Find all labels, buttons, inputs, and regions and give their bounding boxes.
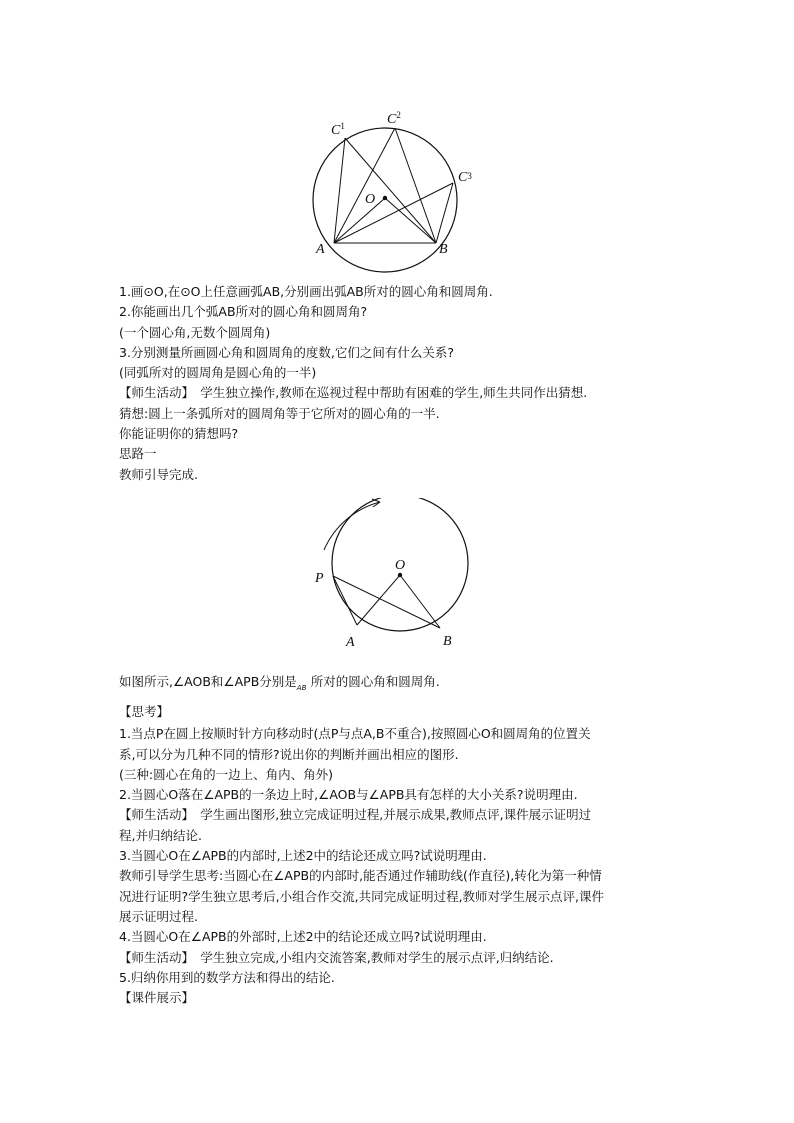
text-line: 【师生活动】 学生独立完成,小组内交流答案,教师对学生的展示点评,归纳结论.	[119, 949, 554, 965]
label-c3: C3	[458, 170, 472, 185]
text-block-intro	[119, 282, 719, 485]
section-heading-courseware: 【课件展示】	[119, 990, 195, 1006]
figure-1-svg	[305, 105, 490, 273]
figure-inscribed-angles	[305, 105, 490, 273]
text-line: 2.当圆心O落在∠APB的一条边上时,∠AOB与∠APB具有怎样的大小关系?说明理由.	[119, 787, 578, 803]
text-line: 【师生活动】 学生独立操作,教师在巡视过程中帮助有困难的学生,师生共同作出猜想.	[119, 385, 588, 401]
text-line: (三种:圆心在角的一边上、角内、角外)	[119, 766, 333, 782]
label-b: B	[439, 242, 448, 257]
text-line: 3.当圆心O在∠APB的内部时,上述2中的结论还成立吗?试说明理由.	[119, 848, 487, 864]
caption-post: 所对的圆心角和圆周角.	[310, 674, 440, 689]
text-line: 程,并归纳结论.	[119, 827, 202, 843]
label-p: P	[315, 571, 324, 586]
text-line: 5.归纳你用到的数学方法和得出的结论.	[119, 969, 335, 985]
figure-2-svg	[310, 498, 480, 650]
segment-c1b	[345, 138, 436, 243]
text-line: 系,可以分为几种不同的情形?说出你的判断并画出相应的图形.	[119, 746, 459, 762]
text-line: 1.当点P在圆上按顺时针方向移动时(点P与点A,B不重合),按照圆心O和圆周角的位置关	[119, 726, 591, 742]
label-a: A	[316, 242, 325, 257]
figure-caption	[119, 672, 719, 692]
section-heading-thinking: 【思考】	[119, 704, 170, 719]
figure-point-p	[310, 498, 480, 650]
caption-line: 如图所示,∠AOB和∠APB分别是 AB 所对的圆心角和圆周角.	[119, 674, 440, 692]
segment-c2b	[395, 128, 436, 243]
caption-pre: 如图所示,∠AOB和∠APB分别是	[119, 674, 297, 689]
label-b-2: B	[443, 634, 452, 649]
clockwise-arrow-arc	[324, 502, 380, 550]
radius-oa	[334, 198, 385, 243]
text-line: 展示证明过程.	[119, 908, 198, 924]
segment-pb	[333, 576, 440, 628]
center-point-o	[383, 196, 387, 200]
segment-c1a	[334, 138, 345, 243]
text-line: 4.当圆心O在∠APB的外部时,上述2中的结论还成立吗?试说明理由.	[119, 929, 487, 945]
text-block-thinking	[119, 702, 719, 1008]
text-line: 你能证明你的猜想吗?	[119, 426, 239, 442]
text-line: 况进行证明?学生独立思考后,小组合作交流,共同完成证明过程,教师对学生展示点评,课件	[119, 888, 605, 904]
segment-pa	[333, 576, 357, 625]
segment-c3b	[436, 183, 453, 243]
text-line: 思路一	[119, 446, 157, 462]
label-a-2: A	[346, 635, 355, 650]
text-line: 猜想:圆上一条弧所对的圆周角等于它所对的圆心角的一半.	[119, 405, 440, 421]
label-c1: $C^1$	[331, 121, 345, 138]
radius-oa-2	[357, 575, 400, 625]
radius-ob-2	[400, 575, 440, 628]
segment-c3a	[334, 183, 453, 243]
label-o-2: O	[395, 558, 406, 573]
center-point-o-2	[398, 573, 402, 577]
text-line: (一个圆心角,无数个圆周角)	[119, 324, 271, 340]
text-line: 教师引导完成.	[119, 466, 198, 482]
text-line: 教师引导学生思考:当圆心在∠APB的内部时,能否通过作辅助线(作直径),转化为第一种情	[119, 868, 602, 884]
text-line: 1.画⊙O,在⊙O上任意画弧AB,分别画出弧AB所对的圆心角和圆周角.	[119, 284, 493, 299]
text-line: (同弧所对的圆周角是圆心角的一半)	[119, 365, 317, 381]
label-o: O	[365, 192, 376, 207]
text-line: 【师生活动】 学生画出图形,独立完成证明过程,并展示成果,教师点评,课件展示证明过	[119, 807, 592, 823]
text-line: 2.你能画出几个弧AB所对的圆心角和圆周角?	[119, 304, 368, 320]
label-c2: $C^2$	[387, 110, 401, 127]
text-line: 3.分别测量所画圆心角和圆周角的度数,它们之间有什么关系?	[119, 344, 455, 360]
